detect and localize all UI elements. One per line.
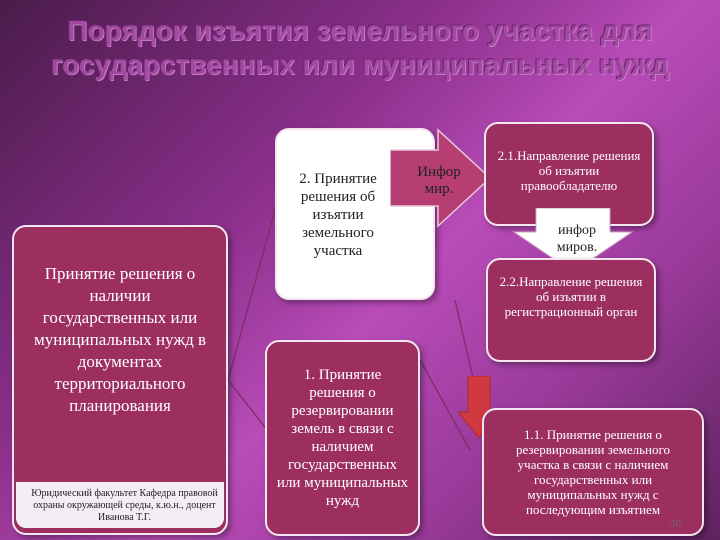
- step-1-1-text: 1.1. Принятие решения о резервировании земельного участка в связи с наличием государственных или муниципальных нужд с последующим изъятием: [515, 427, 671, 517]
- slide-number: 30: [670, 518, 681, 530]
- page-title: Порядок изъятия земельного участка для государственных или муниципальных нужд: [50, 15, 670, 80]
- footer-credits: Юридический факультет Кафедра правовой охраны окружающей среды, к.ю.н., доцент Иванова Т.Г.: [31, 488, 218, 523]
- step-1-1-box: [482, 408, 704, 536]
- step-1-text: 1. Принятие решения о резервировании земель в связи с наличием государственных или муниципальных нужд: [276, 367, 409, 509]
- inform-arrow-label: Инфор мир.: [417, 164, 461, 197]
- step-1-box: [265, 340, 420, 536]
- item-1-1-label: п. 1.1.: [370, 286, 410, 302]
- step-2-2-text: 2.2.Направление решения об изъятии в регистрационный орган: [499, 274, 643, 319]
- main-decision-text: Принятие решения о наличии государственных или муниципальных нужд в документах территориального планирования: [34, 264, 206, 415]
- step-2-2-box: [486, 258, 656, 362]
- inform-down-label: инфор миров.: [556, 223, 598, 255]
- step-2-1-text: 2.1.Направление решения об изъятии правообладателю: [497, 148, 641, 193]
- step-2-text: 2. Принятие решения об изъятии земельного участка: [299, 171, 377, 259]
